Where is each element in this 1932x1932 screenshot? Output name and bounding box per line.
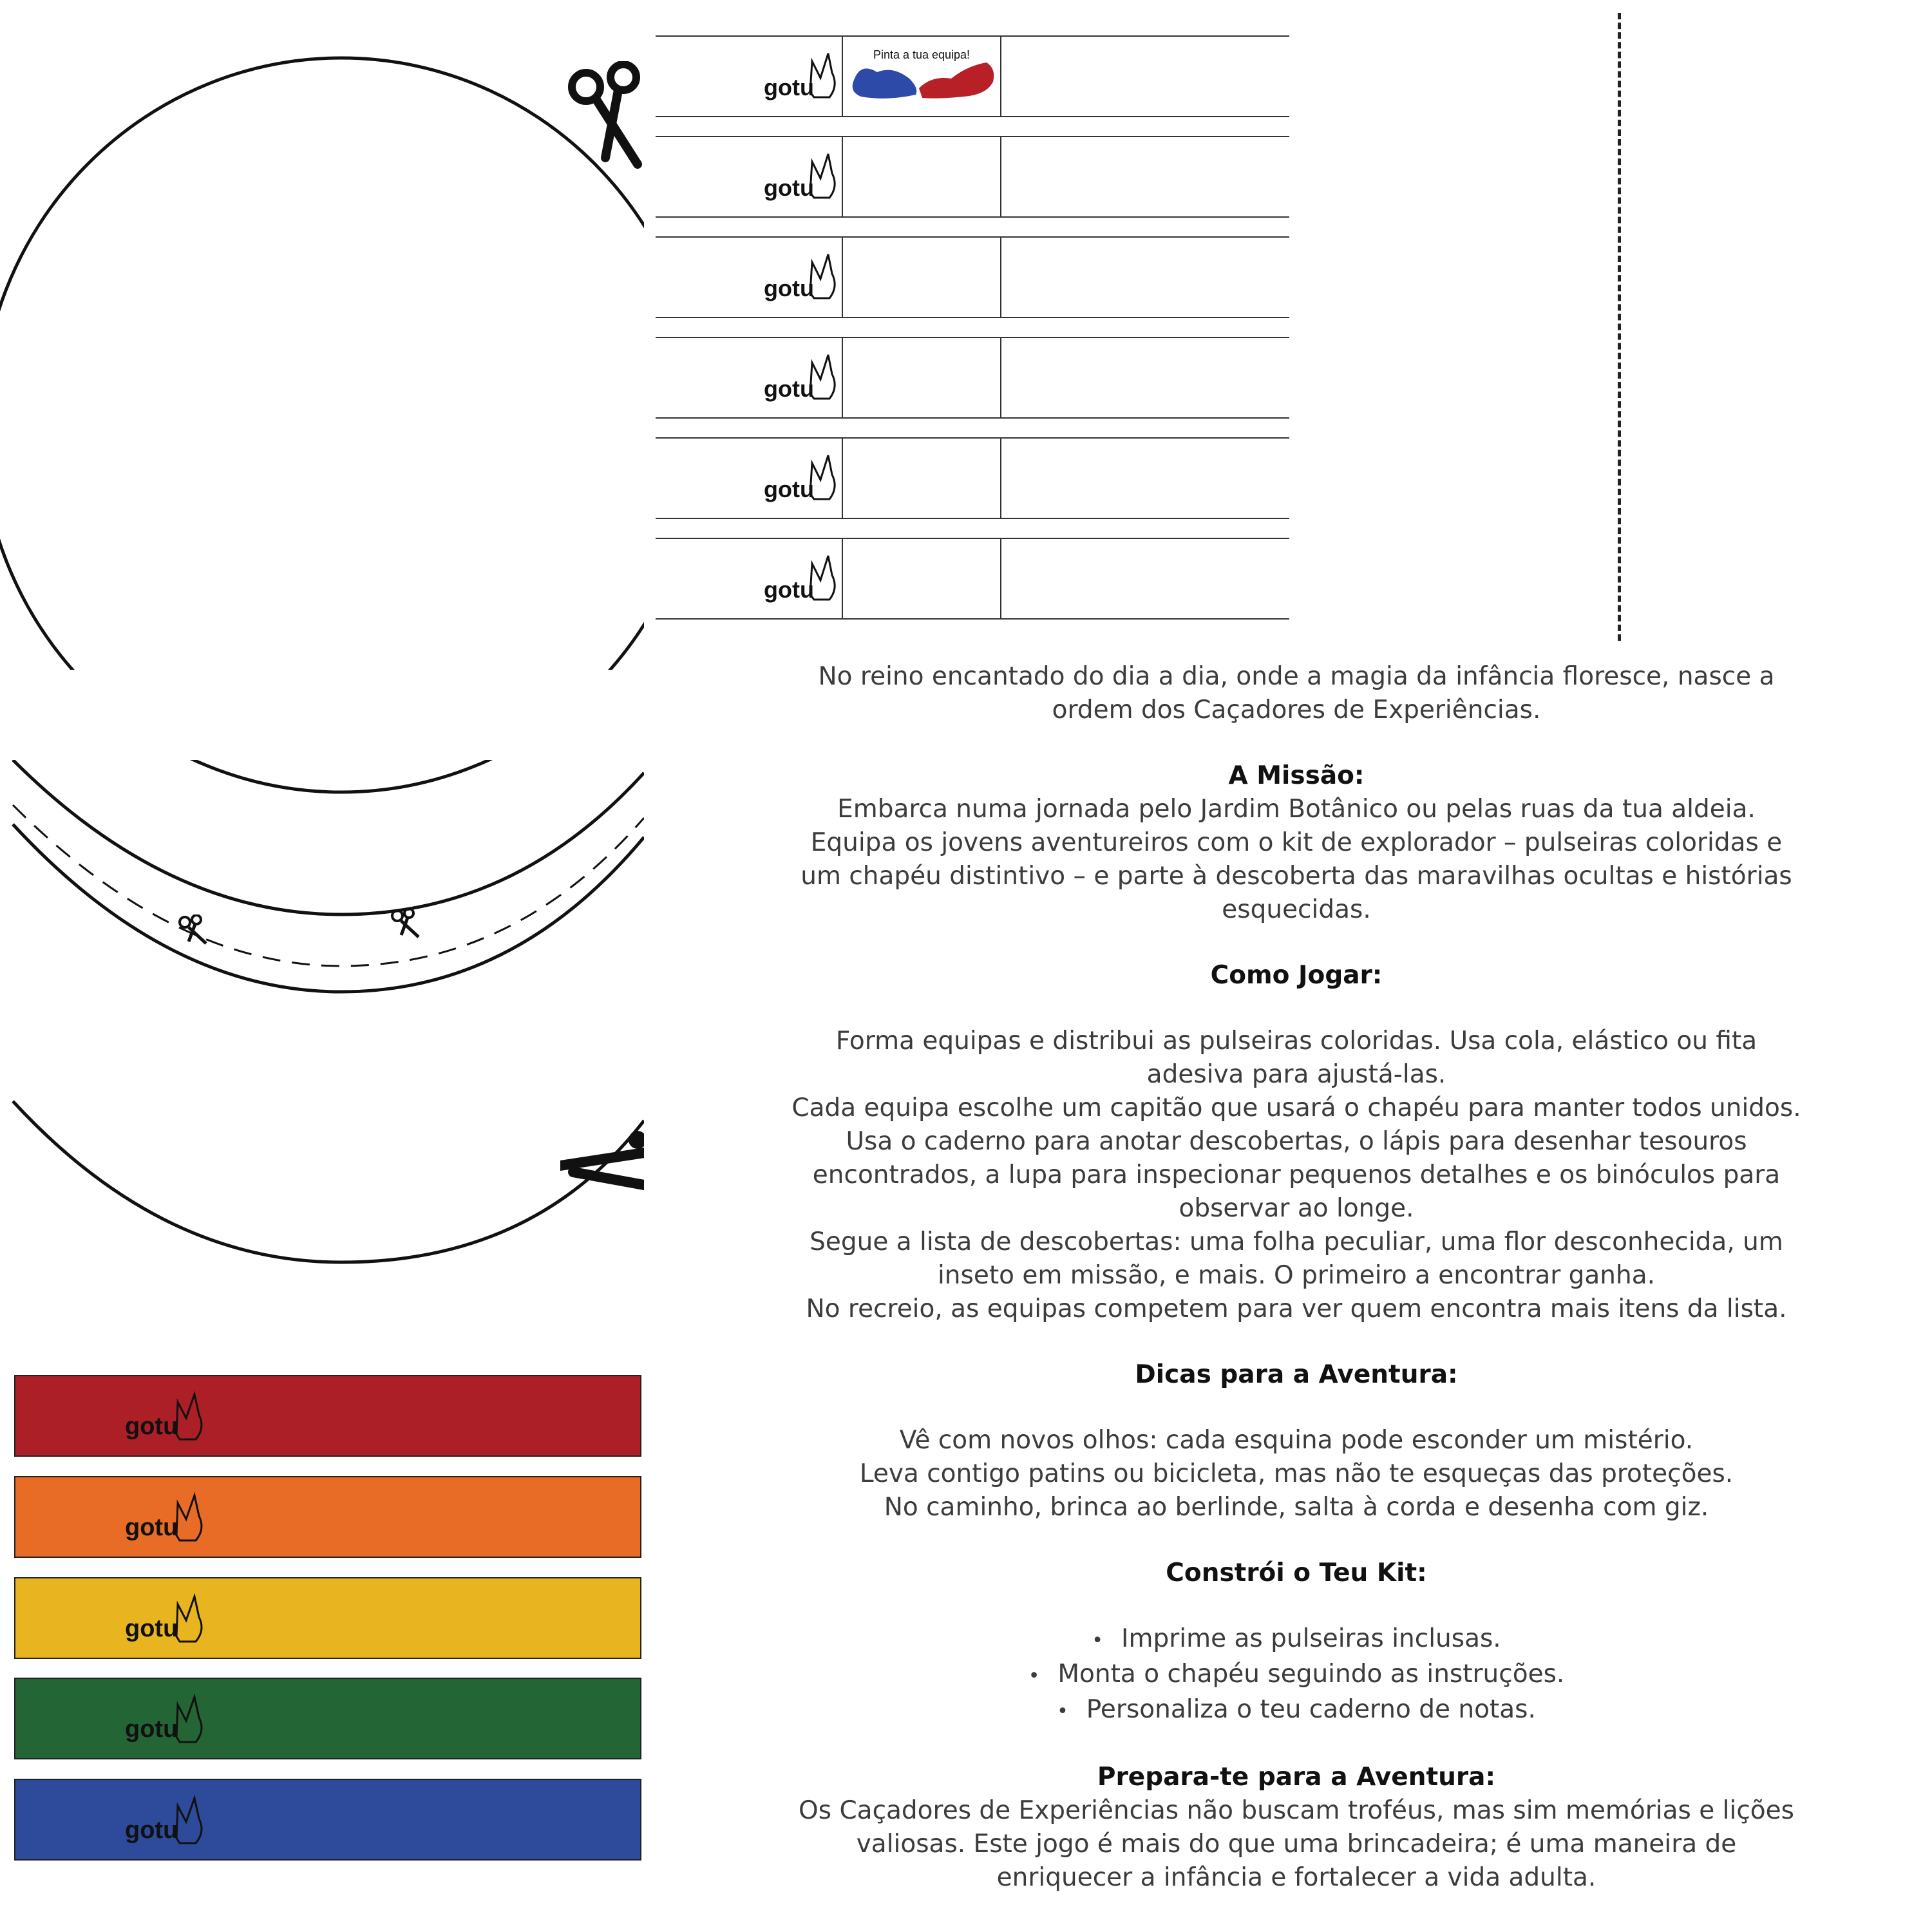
howto-item: Cada equipa escolhe um capitão que usará o chapéu para manter todos unidos.	[791, 1094, 1801, 1122]
svg-text:gotu: gotu	[764, 74, 814, 100]
gotu-logo	[125, 1389, 215, 1447]
gotu-logo	[764, 549, 841, 607]
howto-item: No recreio, as equipas competem para ver quem encontra mais itens da lista.	[806, 1294, 1787, 1323]
svg-text:gotu: gotu	[125, 1716, 178, 1743]
svg-text:gotu: gotu	[764, 576, 814, 603]
scissors-icon	[560, 1127, 644, 1204]
bracelet-red	[14, 1375, 641, 1457]
kit-item: • Monta o chapéu seguindo as instruções.	[791, 1658, 1802, 1693]
fold-line	[1618, 13, 1621, 641]
kit-item: • Personaliza o teu caderno de notas.	[791, 1693, 1802, 1728]
svg-text:gotu: gotu	[125, 1413, 178, 1440]
gotu-logo	[764, 348, 841, 406]
svg-text:gotu: gotu	[125, 1514, 178, 1541]
gotu-logo	[764, 449, 841, 507]
gotu-logo	[125, 1793, 215, 1851]
team-color-cell	[842, 338, 1001, 417]
team-color-cell	[842, 137, 1001, 216]
howto-heading: Como Jogar:	[1210, 961, 1383, 990]
bracelet-yellow	[14, 1577, 641, 1659]
howto-item: Forma equipas e distribui as pulseiras coloridas. Usa cola, elástico ou fita adesiva para ajustá-las.	[835, 1027, 1757, 1089]
svg-text:gotu: gotu	[125, 1615, 178, 1642]
svg-text:gotu: gotu	[764, 275, 814, 301]
mission-text: Embarca numa jornada pelo Jardim Botânico ou pelas ruas da tua aldeia. Equipa os jovens aventureiros com o kit de explorador – pulseiras coloridas e um chapéu distintivo – e parte à descoberta das maravilhas ocultas e histórias esquecidas.	[800, 795, 1792, 924]
team-color-cell	[842, 539, 1001, 618]
kit-item: • Imprime as pulseiras inclusas.	[791, 1622, 1802, 1658]
bracelet-strip-2	[656, 136, 1289, 218]
svg-text:gotu: gotu	[764, 175, 814, 201]
scissors-icon	[567, 61, 644, 171]
instructions	[791, 660, 1802, 1895]
team-color-swatch	[848, 53, 999, 104]
bracelet-strip-5	[656, 437, 1289, 519]
kit-list	[791, 1622, 1802, 1728]
team-color-cell	[842, 238, 1001, 317]
team-color-cell	[842, 37, 1001, 116]
bracelet-strip-3	[656, 236, 1289, 318]
gotu-logo	[125, 1692, 215, 1750]
tips-heading: Dicas para a Aventura:	[1135, 1360, 1458, 1389]
tip-item: Leva contigo patins ou bicicleta, mas não te esqueças das proteções.	[859, 1459, 1734, 1488]
gotu-logo	[125, 1490, 215, 1548]
gotu-logo	[125, 1591, 215, 1649]
bracelet-strip-4	[656, 337, 1289, 419]
intro-text: No reino encantado do dia a dia, onde a magia da infância floresce, nasce a ordem dos Caçadores de Experiências.	[818, 662, 1775, 724]
kit-heading: Constrói o Teu Kit:	[1166, 1558, 1427, 1587]
paint-label: Pinta a tua equipa!	[873, 48, 971, 61]
bracelet-strip-1	[656, 35, 1289, 117]
howto-item: Segue a lista de descobertas: uma folha peculiar, uma flor desconhecida, um inseto em missão, e mais. O primeiro a encontrar ganha.	[810, 1227, 1783, 1290]
svg-text:gotu: gotu	[125, 1817, 178, 1844]
gotu-logo	[764, 147, 841, 205]
tip-item: Vê com novos olhos: cada esquina pode esconder um mistério.	[899, 1426, 1694, 1455]
bracelet-orange	[14, 1476, 641, 1558]
team-color-cell	[842, 439, 1001, 518]
svg-text:gotu: gotu	[764, 476, 814, 502]
bracelet-strip-6	[656, 538, 1289, 620]
howto-item: Usa o caderno para anotar descobertas, o lápis para desenhar tesouros encontrados, a lupa para inspecionar pequenos detalhes e os binóculos para observar ao longe.	[812, 1127, 1781, 1223]
prepare-heading: Prepara-te para a Aventura:	[1097, 1763, 1496, 1792]
gotu-logo	[764, 248, 841, 306]
tip-item: No caminho, brinca ao berlinde, salta à corda e desenha com giz.	[884, 1493, 1709, 1522]
mission-heading: A Missão:	[1228, 761, 1365, 790]
bracelet-green	[14, 1678, 641, 1759]
scissors-icon	[390, 908, 422, 940]
gotu-logo	[764, 47, 841, 105]
prepare-text: Os Caçadores de Experiências não buscam troféus, mas sim memórias e lições valiosas. Este jogo é mais do que uma brincadeira; é uma maneira de enriquecer a infância e fortalecer a vida adulta.	[799, 1796, 1794, 1892]
svg-text:gotu: gotu	[764, 375, 814, 402]
bracelet-blue	[14, 1779, 641, 1861]
scissors-icon	[177, 914, 209, 947]
